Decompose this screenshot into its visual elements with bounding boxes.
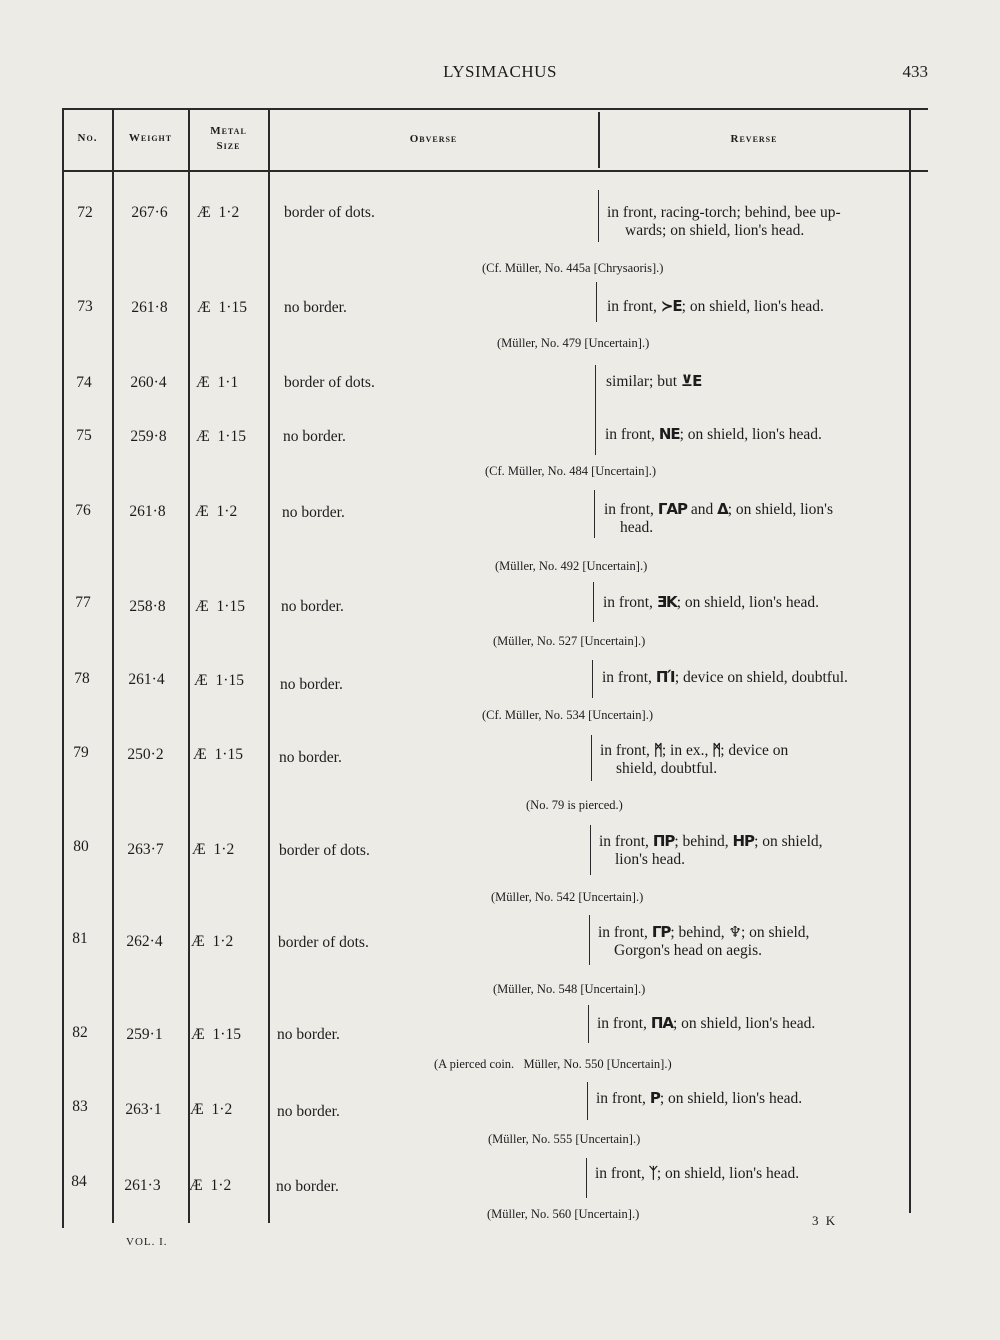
row-reverse bbox=[607, 297, 824, 316]
row-number: 77 bbox=[75, 594, 91, 611]
reference-note: (Müller, No. 492 [Uncertain].) bbox=[495, 559, 648, 573]
row-metal-size bbox=[193, 746, 273, 764]
row-obverse: no border. bbox=[277, 1103, 340, 1120]
row-obverse: no border. bbox=[276, 1178, 339, 1195]
reverse-line: wards; on shield, lion's head. bbox=[625, 222, 805, 239]
header-weight: Weight bbox=[128, 132, 173, 144]
monogram-icon: Ρ bbox=[649, 1089, 660, 1107]
header-size: Size bbox=[216, 140, 241, 152]
header-metal-size bbox=[189, 124, 268, 154]
reverse-divider bbox=[594, 490, 595, 538]
reverse-text: ; on shield, lion's head. bbox=[679, 426, 822, 443]
row-reverse bbox=[606, 372, 701, 391]
reverse-divider bbox=[596, 282, 597, 322]
monogram-icon: ΓΑΡ bbox=[657, 500, 687, 518]
reverse-text: in front, bbox=[595, 1165, 645, 1182]
reverse-text: ; on shield, bbox=[740, 924, 810, 941]
reverse-text: in front, bbox=[598, 924, 648, 941]
monogram-icon: ♆ bbox=[728, 923, 741, 941]
reverse-text: ; in ex., bbox=[661, 742, 709, 759]
row-reverse bbox=[596, 1089, 802, 1108]
row-weight: 261·3 bbox=[124, 1177, 161, 1194]
volume-label: VOL. I. bbox=[126, 1236, 168, 1248]
row-number: 84 bbox=[71, 1173, 87, 1190]
row-metal-size bbox=[196, 428, 276, 446]
column-rule bbox=[62, 108, 64, 1228]
size-value: 1·2 bbox=[211, 1101, 233, 1118]
metal-symbol: Æ bbox=[191, 933, 205, 950]
row-reverse bbox=[603, 593, 819, 612]
metal-symbol: Æ bbox=[197, 204, 211, 221]
row-obverse: no border. bbox=[282, 504, 345, 521]
row-metal-size bbox=[191, 1026, 271, 1044]
row-reverse bbox=[598, 923, 902, 960]
size-value: 1·15 bbox=[217, 428, 246, 445]
reverse-text: ; device on shield, doubtful. bbox=[674, 669, 848, 686]
row-metal-size bbox=[194, 672, 274, 690]
row-weight: 259·1 bbox=[126, 1026, 163, 1043]
row-number: 80 bbox=[73, 838, 89, 855]
reverse-text: in front, bbox=[607, 298, 657, 315]
row-reverse bbox=[605, 425, 822, 444]
metal-symbol: Æ bbox=[189, 1177, 203, 1194]
running-title: LYSIMACHUS bbox=[443, 62, 557, 81]
size-value: 1·15 bbox=[218, 299, 247, 316]
signature-mark: 3 K bbox=[812, 1213, 838, 1228]
row-weight: 262·4 bbox=[126, 933, 163, 950]
column-rule bbox=[112, 108, 114, 1223]
reference-note: (Cf. Müller, No. 534 [Uncertain].) bbox=[482, 708, 653, 722]
column-rule bbox=[909, 108, 911, 1213]
row-weight: 261·8 bbox=[131, 299, 168, 316]
reverse-text: in front, bbox=[599, 833, 649, 850]
reference-note: (Cf. Müller, No. 445a [Chrysaoris].) bbox=[482, 261, 664, 275]
row-reverse bbox=[604, 500, 906, 537]
reverse-divider bbox=[593, 582, 594, 622]
header-no: No. bbox=[77, 132, 98, 144]
monogram-icon: ᛗ bbox=[712, 741, 721, 759]
row-reverse bbox=[602, 668, 848, 687]
size-value: 1·2 bbox=[210, 1177, 232, 1194]
row-weight: 258·8 bbox=[129, 598, 166, 615]
row-weight: 263·7 bbox=[127, 841, 164, 858]
row-number: 73 bbox=[77, 298, 93, 315]
reverse-text: in front, bbox=[600, 742, 650, 759]
size-value: 1·1 bbox=[217, 374, 239, 391]
reverse-text: in front, bbox=[596, 1090, 646, 1107]
size-value: 1·15 bbox=[214, 746, 243, 763]
reverse-divider bbox=[595, 365, 596, 455]
metal-symbol: Æ bbox=[195, 598, 209, 615]
reverse-text: ; on shield, lion's head. bbox=[659, 1090, 803, 1107]
reference-note: (Müller, No. 560 [Uncertain].) bbox=[487, 1207, 640, 1221]
row-metal-size bbox=[197, 204, 277, 222]
size-value: 1·15 bbox=[215, 672, 244, 689]
column-rule bbox=[188, 108, 190, 1223]
reverse-text: ; behind, bbox=[670, 924, 725, 941]
reverse-text: ; on shield, lion's head. bbox=[672, 1015, 816, 1032]
row-number: 72 bbox=[77, 204, 93, 221]
reverse-text: ; on shield, lion's head. bbox=[656, 1165, 800, 1182]
monogram-icon: ΠΊ bbox=[655, 668, 675, 686]
monogram-icon: ΗΡ bbox=[732, 832, 755, 850]
metal-symbol: Æ bbox=[193, 746, 207, 763]
row-obverse: no border. bbox=[277, 1026, 340, 1043]
row-number: 74 bbox=[76, 374, 92, 391]
row-obverse: no border. bbox=[281, 598, 344, 615]
reverse-line: in front, racing-torch; behind, bee up- bbox=[607, 204, 841, 221]
table-top-rule bbox=[62, 108, 928, 110]
size-value: 1·15 bbox=[216, 598, 245, 615]
row-obverse: border of dots. bbox=[279, 842, 370, 859]
size-value: 1·15 bbox=[212, 1026, 241, 1043]
reverse-line: shield, doubtful. bbox=[616, 760, 718, 777]
size-value: 1·2 bbox=[218, 204, 240, 221]
reference-note: (Cf. Müller, No. 484 [Uncertain].) bbox=[485, 464, 656, 478]
row-obverse: no border. bbox=[284, 299, 347, 316]
row-weight: 261·8 bbox=[129, 503, 166, 520]
monogram-icon: ⊻E bbox=[680, 372, 702, 390]
reverse-text: and bbox=[690, 501, 714, 518]
metal-symbol: Æ bbox=[192, 841, 206, 858]
monogram-icon: ≻E bbox=[660, 297, 682, 315]
monogram-icon: ΠΑ bbox=[650, 1014, 673, 1032]
row-weight: 263·1 bbox=[125, 1101, 162, 1118]
row-reverse bbox=[597, 1014, 815, 1033]
row-number: 79 bbox=[73, 744, 89, 761]
monogram-icon: NE bbox=[658, 425, 680, 443]
header-bottom-rule bbox=[62, 170, 928, 172]
row-metal-size bbox=[190, 1101, 270, 1119]
reverse-divider bbox=[590, 825, 591, 875]
row-metal-size bbox=[195, 598, 275, 616]
reference-note: (Müller, No. 555 [Uncertain].) bbox=[488, 1132, 641, 1146]
row-reverse bbox=[607, 204, 907, 240]
reference-note: (Müller, No. 548 [Uncertain].) bbox=[493, 982, 646, 996]
row-reverse bbox=[599, 832, 903, 869]
row-metal-size bbox=[197, 299, 277, 317]
row-obverse: border of dots. bbox=[284, 374, 375, 391]
reverse-divider bbox=[587, 1082, 588, 1120]
reverse-divider bbox=[598, 190, 599, 242]
row-number: 78 bbox=[74, 670, 90, 687]
reverse-line: Gorgon's head on aegis. bbox=[614, 942, 763, 959]
header-reverse: Reverse bbox=[730, 133, 778, 145]
monogram-icon: ΓΡ bbox=[651, 923, 671, 941]
row-reverse bbox=[595, 1164, 799, 1183]
row-metal-size bbox=[189, 1177, 269, 1195]
row-metal-size bbox=[196, 374, 276, 392]
row-number: 75 bbox=[76, 427, 92, 444]
column-rule bbox=[268, 108, 270, 1223]
row-weight: 267·6 bbox=[131, 204, 168, 221]
monogram-icon: ᛉ bbox=[648, 1164, 657, 1182]
metal-symbol: Æ bbox=[196, 374, 210, 391]
metal-symbol: Æ bbox=[195, 503, 209, 520]
reference-note: (No. 79 is pierced.) bbox=[526, 798, 623, 812]
header-obverse: Obverse bbox=[409, 133, 458, 145]
reference-note: (Müller, No. 527 [Uncertain].) bbox=[493, 634, 646, 648]
metal-symbol: Æ bbox=[196, 428, 210, 445]
size-value: 1·2 bbox=[216, 503, 238, 520]
reverse-text: in front, bbox=[604, 501, 654, 518]
metal-symbol: Æ bbox=[197, 299, 211, 316]
reverse-text: in front, bbox=[605, 426, 655, 443]
page-number: 433 bbox=[902, 62, 928, 81]
reverse-divider bbox=[591, 735, 592, 781]
size-value: 1·2 bbox=[212, 933, 234, 950]
monogram-icon: ᛗ bbox=[653, 741, 662, 759]
reverse-text: similar; but bbox=[606, 373, 678, 390]
reverse-text: in front, bbox=[602, 669, 652, 686]
row-metal-size bbox=[191, 933, 271, 951]
header-metal: Metal bbox=[210, 125, 247, 137]
row-weight: 259·8 bbox=[130, 428, 167, 445]
reverse-text: in front, bbox=[597, 1015, 647, 1032]
row-obverse: border of dots. bbox=[284, 204, 375, 221]
reverse-divider bbox=[592, 660, 593, 698]
reverse-text: ; device on bbox=[720, 742, 789, 759]
reverse-text: ; on shield, bbox=[754, 833, 823, 850]
monogram-icon: ƎK bbox=[656, 593, 677, 611]
metal-symbol: Æ bbox=[190, 1101, 204, 1118]
reverse-divider bbox=[586, 1158, 587, 1198]
reverse-divider bbox=[589, 915, 590, 965]
reverse-text: ; behind, bbox=[674, 833, 729, 850]
metal-symbol: Æ bbox=[191, 1026, 205, 1043]
row-number: 76 bbox=[75, 502, 91, 519]
reverse-text: ; on shield, lion's head. bbox=[676, 594, 819, 611]
metal-symbol: Æ bbox=[194, 672, 208, 689]
reverse-line: head. bbox=[620, 519, 654, 536]
row-metal-size bbox=[195, 503, 275, 521]
row-reverse bbox=[600, 741, 904, 778]
reference-note: (Müller, No. 542 [Uncertain].) bbox=[491, 890, 644, 904]
row-weight: 260·4 bbox=[130, 374, 167, 391]
row-obverse: border of dots. bbox=[278, 934, 369, 951]
reverse-text: in front, bbox=[603, 594, 653, 611]
row-number: 81 bbox=[72, 930, 88, 947]
monogram-icon: ΠΡ bbox=[652, 832, 675, 850]
row-metal-size bbox=[192, 841, 272, 859]
size-value: 1·2 bbox=[213, 841, 235, 858]
reverse-line: lion's head. bbox=[615, 851, 685, 868]
reverse-text: ; on shield, lion's bbox=[727, 501, 834, 518]
reverse-divider bbox=[588, 1005, 589, 1043]
row-obverse: no border. bbox=[279, 749, 342, 766]
row-number: 83 bbox=[72, 1098, 88, 1115]
row-weight: 250·2 bbox=[127, 746, 164, 763]
row-number: 82 bbox=[72, 1024, 88, 1041]
row-obverse: no border. bbox=[283, 428, 346, 445]
monogram-icon: Δ bbox=[717, 500, 728, 518]
row-obverse: no border. bbox=[280, 676, 343, 693]
reference-note: (Müller, No. 479 [Uncertain].) bbox=[497, 336, 650, 350]
row-weight: 261·4 bbox=[128, 671, 165, 688]
reference-note: (A pierced coin. Müller, No. 550 [Uncertain].) bbox=[434, 1057, 672, 1071]
reverse-text: ; on shield, lion's head. bbox=[681, 298, 824, 315]
